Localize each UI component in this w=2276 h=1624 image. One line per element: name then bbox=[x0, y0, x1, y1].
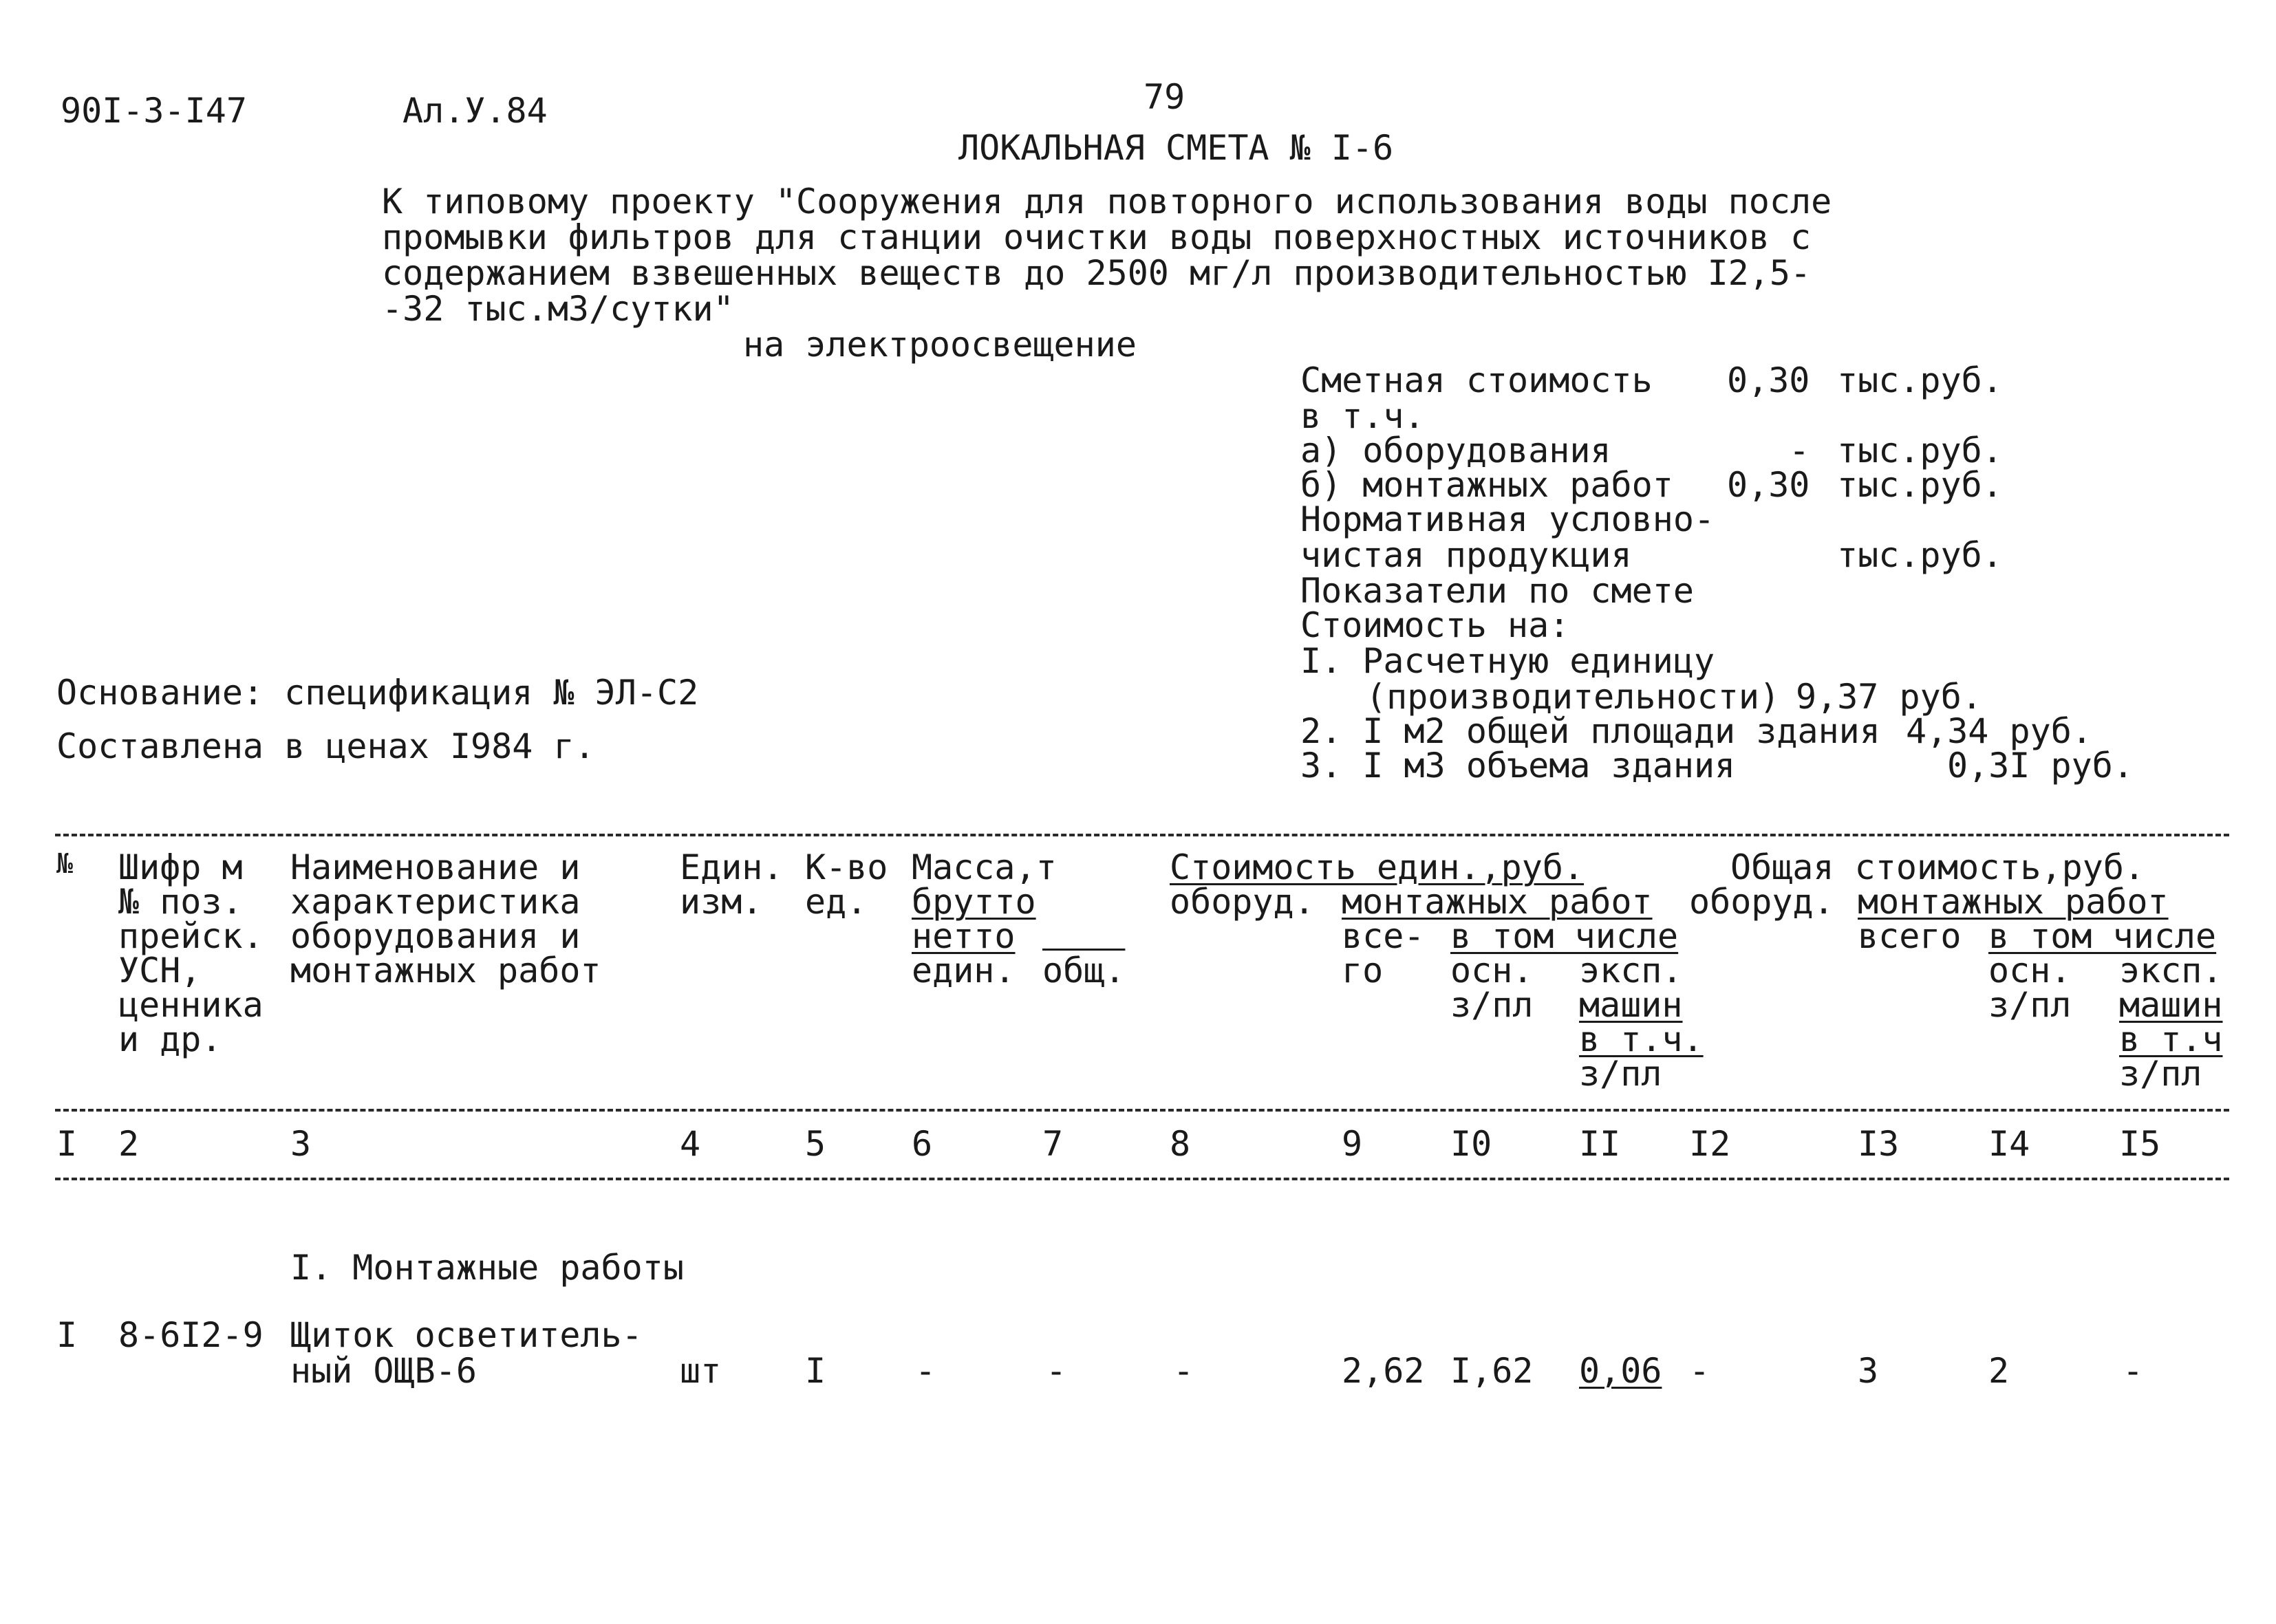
header-total-machines: машин bbox=[2119, 985, 2223, 1025]
header-base-wage: осн. bbox=[1450, 951, 1534, 990]
header-number: № bbox=[56, 848, 74, 880]
normative-unit: тыс.руб. bbox=[1837, 535, 2003, 575]
column-number: 4 bbox=[680, 1124, 701, 1164]
column-number: 2 bbox=[118, 1124, 140, 1164]
indicators-label: Показатели по смете bbox=[1300, 571, 1694, 611]
column-number: I bbox=[56, 1124, 78, 1164]
header-name: оборудования и bbox=[290, 916, 581, 956]
header-total-base-wage: з/пл bbox=[1988, 985, 2072, 1025]
column-number: I5 bbox=[2119, 1124, 2161, 1164]
header-machines-wage: з/пл bbox=[1579, 1054, 1662, 1094]
header-unit: изм. bbox=[680, 882, 763, 922]
cost-unit: тыс.руб. bbox=[1837, 360, 2003, 400]
header-total-installation: монтажных работ bbox=[1858, 882, 2169, 922]
header-name: монтажных работ bbox=[290, 951, 601, 990]
header-total-machines-wage: з/пл bbox=[2119, 1054, 2202, 1094]
indicator-3-value: 0,3I руб. bbox=[1947, 746, 2134, 786]
indicator-1-line2: (производительности) bbox=[1366, 677, 1781, 717]
table-top-rule bbox=[55, 834, 2229, 836]
cost-per-label: Стоимость на: bbox=[1300, 605, 1570, 645]
row-total-machine-op: - bbox=[2123, 1351, 2144, 1391]
row-equipment-cost: - bbox=[1173, 1351, 1194, 1391]
header-code: ценника bbox=[118, 985, 264, 1025]
installation-value: 0,30 bbox=[1727, 465, 1810, 505]
equipment-value: - bbox=[1789, 431, 1810, 470]
installation-unit: тыс.руб. bbox=[1837, 465, 2003, 505]
equipment-unit: тыс.руб. bbox=[1837, 431, 2003, 470]
indicator-2-label: 2. I м2 общей площади здания bbox=[1300, 711, 1880, 751]
header-machines-incl: в т.ч. bbox=[1579, 1019, 1704, 1059]
row-mass-unit: - bbox=[915, 1351, 936, 1391]
header-mass-netto: нетто bbox=[912, 916, 1016, 956]
header-name: характеристика bbox=[290, 882, 581, 922]
header-code: и др. bbox=[118, 1019, 222, 1059]
row-mass-total: - bbox=[1046, 1351, 1067, 1391]
including-label: в т.ч. bbox=[1300, 396, 1425, 436]
row-total-base-wage: 2 bbox=[1988, 1351, 2010, 1391]
header-total-cost: Общая стоимость,руб. bbox=[1730, 847, 2145, 887]
column-number: 8 bbox=[1170, 1124, 1191, 1164]
row-installation-machine-op: 0,06 bbox=[1579, 1351, 1662, 1391]
page-number: 79 bbox=[1144, 77, 1185, 117]
header-equipment: оборуд. bbox=[1170, 882, 1315, 922]
header-all: все- bbox=[1342, 916, 1425, 956]
column-number: 9 bbox=[1342, 1124, 1363, 1164]
page-title: ЛОКАЛЬНАЯ СМЕТА № I-6 bbox=[958, 128, 1394, 168]
subtitle-line: промывки фильтров для станции очистки воды поверхностных источников с bbox=[382, 217, 1812, 257]
header-total-machines-incl: в т.ч bbox=[2119, 1019, 2223, 1059]
header-including: в том числе bbox=[1450, 916, 1679, 956]
header-base-wage: з/пл bbox=[1450, 985, 1534, 1025]
header-total-base-wage: осн. bbox=[1988, 951, 2072, 990]
column-number: I4 bbox=[1988, 1124, 2030, 1164]
column-number: I2 bbox=[1689, 1124, 1731, 1164]
header-machines: машин bbox=[1579, 985, 1683, 1025]
installation-label: б) монтажных работ bbox=[1300, 465, 1673, 505]
indicator-2-value: 4,34 руб. bbox=[1906, 711, 2092, 751]
album-number: Ал.У.84 bbox=[402, 91, 548, 131]
indicator-1-value: 9,37 руб. bbox=[1796, 677, 1982, 717]
row-name: ный ОЩВ-6 bbox=[290, 1351, 477, 1391]
column-number: 7 bbox=[1042, 1124, 1064, 1164]
header-unit-cost: Стоимость един.,руб. bbox=[1170, 847, 1585, 887]
header-all: го bbox=[1342, 951, 1384, 990]
subtitle-line: К типовому проекту "Сооружения для повторного использования воды после bbox=[382, 182, 1832, 221]
header-code: прейск. bbox=[118, 916, 264, 956]
normative-label-line2: чистая продукция bbox=[1300, 535, 1632, 575]
header-mass: Масса,т bbox=[912, 847, 1057, 887]
header-mass-total: общ. bbox=[1042, 951, 1126, 990]
column-number: I3 bbox=[1858, 1124, 1900, 1164]
row-unit: шт bbox=[680, 1351, 722, 1391]
column-number: II bbox=[1579, 1124, 1621, 1164]
subtitle-line: -32 тыс.м3/сутки" bbox=[382, 289, 734, 329]
column-number: I0 bbox=[1450, 1124, 1492, 1164]
column-number: 6 bbox=[912, 1124, 933, 1164]
header-code: Шифр м bbox=[118, 847, 243, 887]
row-installation-all: 2,62 bbox=[1342, 1351, 1425, 1391]
subtitle-line: содержанием взвешенных веществ до 2500 мг/л производительностью I2,5- bbox=[382, 253, 1812, 293]
header-code: № поз. bbox=[118, 882, 243, 922]
header-unit: Един. bbox=[680, 847, 784, 887]
header-total-equipment: оборуд. bbox=[1689, 882, 1834, 922]
header-mass-unit: един. bbox=[912, 951, 1016, 990]
header-quantity: ед. bbox=[805, 882, 868, 922]
header-bottom-rule bbox=[55, 1109, 2229, 1112]
column-number: 5 bbox=[805, 1124, 826, 1164]
row-name: Щиток осветитель- bbox=[290, 1315, 643, 1355]
header-quantity: К-во bbox=[805, 847, 888, 887]
document-code: 90I-3-I47 bbox=[61, 91, 247, 131]
column-numbers-rule bbox=[55, 1178, 2229, 1180]
normative-label-line1: Нормативная условно- bbox=[1300, 499, 1715, 539]
row-number: I bbox=[56, 1315, 78, 1355]
row-installation-base-wage: I,62 bbox=[1450, 1351, 1534, 1391]
header-total-including: в том числе bbox=[1988, 916, 2217, 956]
row-code: 8-6I2-9 bbox=[118, 1315, 264, 1355]
cost-label: Сметная стоимость bbox=[1300, 360, 1653, 400]
price-basis: Составлена в ценах I984 г. bbox=[56, 726, 595, 766]
header-installation: монтажных работ bbox=[1342, 882, 1653, 922]
header-name: Наименование и bbox=[290, 847, 581, 887]
section-title: I. Монтажные работы bbox=[290, 1248, 684, 1288]
row-total-all: 3 bbox=[1858, 1351, 1879, 1391]
header-total-all: всего bbox=[1858, 916, 1962, 956]
estimate-purpose: на электроосвещение bbox=[743, 325, 1137, 365]
header-code: УСН, bbox=[118, 951, 202, 990]
row-quantity: I bbox=[805, 1351, 826, 1391]
column-number: 3 bbox=[290, 1124, 312, 1164]
equipment-label: а) оборудования bbox=[1300, 431, 1611, 470]
indicator-3-label: 3. I м3 объема здания bbox=[1300, 746, 1736, 786]
basis-specification: Основание: спецификация № ЭЛ-С2 bbox=[56, 673, 699, 713]
cost-value: 0,30 bbox=[1727, 360, 1810, 400]
header-mass-brutto: брутто bbox=[912, 882, 1036, 922]
header-total-machine-op: эксп. bbox=[2119, 951, 2223, 990]
row-total-equipment: - bbox=[1689, 1351, 1710, 1391]
header-machine-op: эксп. bbox=[1579, 951, 1683, 990]
indicator-1-line1: I. Расчетную единицу bbox=[1300, 641, 1715, 681]
